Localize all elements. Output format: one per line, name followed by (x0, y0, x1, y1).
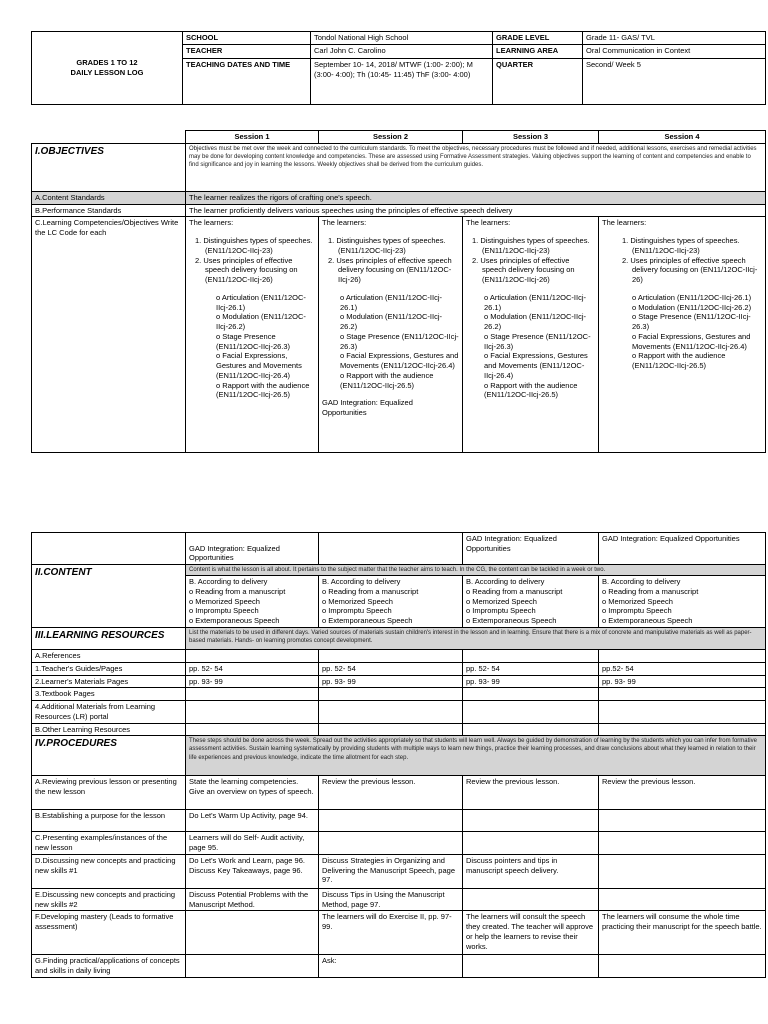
quarter-value: Second/ Week 5 (583, 58, 766, 104)
lc-sub-rapport: o Rapport with the audience (EN11/12OC-IIcj-26.5) (484, 380, 578, 400)
proc-c-label: C.Presenting examples/instances of the new lesson (32, 832, 186, 855)
procedures-note: These steps should be done across the week. Spread out the activities appropriately so that students will learn well. Always be guided by demonstration of learning by the students which you can infer from formative assessment activities. Sustain learning systematically by providing students with multiple ways to learn new things, practice their learning processes, and draw conclusions about what they learned in relation to their life experiences and previous knowledge, indicate the time allotment for each step. (186, 736, 766, 776)
lc-item-1: 1. Distinguishes types of speeches. (EN11/12OC-IIcj-23) (328, 236, 446, 255)
content-line-3: o Memorized Speech (466, 596, 537, 606)
lc-sub-modulation: o Modulation (EN11/12OC-IIcj-26.2) (216, 312, 306, 331)
header-table (31, 31, 766, 105)
resources-note: List the materials to be used in different days. Varied sources of materials sustain children's interest in the lesson and in learning. Ensure that there is a mix of concrete and manipulative materials as well as paper- based materials. Hands- on learning promotes concept development. (186, 628, 766, 650)
procedures-table (31, 532, 766, 978)
session-2-header: Session 2 (319, 131, 463, 144)
proc-d-s1-line1: Do Let's Work and Learn, page 96. (189, 855, 305, 865)
proc-d-s3: Discuss pointers and tips in manuscript speech delivery. (463, 854, 599, 888)
lc-sub-articulation: o Articulation (EN11/12OC-IIcj-26.1) (216, 292, 306, 312)
proc-g-label: G.Finding practical/applications of concepts and skills in daily living (32, 955, 186, 978)
content-line-2: o Reading from a manuscript (189, 586, 286, 596)
lc-sub-articulation: o Articulation (EN11/12OC-IIcj-26.1) (340, 292, 442, 312)
learners-materials-label: 2.Learner's Materials Pages (32, 675, 186, 688)
lc-item-2: 2. Uses principles of effective speech delivery focusing on (EN11/12OC-IIcj-26) (195, 255, 298, 284)
lc-sub-modulation: o Modulation (EN11/12OC-IIcj-26.2) (632, 302, 752, 312)
proc-a-s2: Review the previous lesson. (319, 776, 463, 810)
lc-sub-stage-presence: o Stage Presence (EN11/12OC-IIcj-26.3) (632, 312, 751, 331)
proc-e-s1: Discuss Potential Problems with the Manuscript Method. (186, 888, 319, 911)
dll-title-line2: DAILY LESSON LOG (70, 67, 144, 77)
content-line-4: o Impromptu Speech (602, 606, 672, 616)
content-session-3 (463, 576, 599, 628)
grade-label: GRADE LEVEL (493, 32, 583, 45)
objectives-note: Objectives must be met over the week and connected to the curriculum standards. To meet the objectives, necessary procedures must be followed and if needed, additional lessons, exercises and remedial activities may be done for developing content knowledge and competencies. These are assessed using Formative Assessment strategies. Valuing objectives support the learning of content and competencies and enable to find significance and joy in learning the lessons. Weekly objectives shall be derived from the curriculum guides. (186, 143, 766, 191)
school-label: SCHOOL (183, 32, 311, 45)
textbook-label: 3.Textbook Pages (32, 688, 186, 701)
teacher-label: TEACHER (183, 44, 311, 58)
area-value: Oral Communication in Context (583, 44, 766, 58)
objectives-table (31, 130, 766, 453)
content-line-2: o Reading from a manuscript (322, 586, 419, 596)
performance-standards-value: The learner proficiently delivers various speeches using the principles of effective speech delivery (186, 204, 766, 217)
proc-f-s4: The learners will consume the whole time practicing their manuscript for the speech battle. (599, 911, 766, 955)
content-standards-label: A.Content Standards (32, 191, 186, 204)
grade-value: Grade 11- GAS/ TVL (583, 32, 766, 45)
school-value: Tondol National High School (311, 32, 493, 45)
objectives-heading: I.OBJECTIVES (32, 143, 186, 191)
content-heading: II.CONTENT (32, 565, 186, 628)
other-resources-label: B.Other Learning Resources (32, 723, 186, 736)
content-session-4 (599, 576, 766, 628)
lc-sub-facial-expressions: o Facial Expressions, Gestures and Movements (EN11/12OC-IIcj-26.4) (632, 331, 751, 351)
lc-sub-articulation: o Articulation (EN11/12OC-IIcj-26.1) (484, 292, 586, 312)
lc-item-2: 2. Uses principles of effective speech delivery focusing on (EN11/12OC-IIcj-26) (472, 255, 575, 284)
content-note: Content is what the lesson is all about. It pertains to the subject matter that the teacher aims to teach. In the CG, the content can be tackled in a week or two. (186, 565, 766, 576)
lc-sub-facial-expressions: o Facial Expressions, Gestures and Movements (EN11/12OC-IIcj-26.4) (216, 351, 302, 380)
teachers-guide-s1: pp. 52- 54 (186, 662, 319, 675)
teachers-guide-s2: pp. 52- 54 (319, 662, 463, 675)
dates-value: September 10- 14, 2018/ MTWF (1:00- 2:00); M (3:00- 4:00); Th (10:45- 11:45) ThF (3:00- 4:00) (311, 58, 493, 104)
proc-a-label: A.Reviewing previous lesson or presenting the new lesson (32, 776, 186, 810)
performance-standards-label: B.Performance Standards (32, 204, 186, 217)
content-line-1: B. According to delivery (602, 577, 681, 587)
teachers-guide-label: 1.Teacher's Guides/Pages (32, 662, 186, 675)
proc-a-s3: Review the previous lesson. (463, 776, 599, 810)
proc-c-s1: Learners will do Self- Audit activity, page 95. (186, 832, 319, 855)
lc-sub-modulation: o Modulation (EN11/12OC-IIcj-26.2) (340, 312, 442, 331)
lc-item-2: 2. Uses principles of effective speech delivery focusing on (EN11/12OC-IIcj-26) (328, 255, 452, 284)
session-3-header: Session 3 (463, 131, 599, 144)
learners-materials-s2: pp. 93- 99 (319, 675, 463, 688)
teachers-guide-s3: pp. 52- 54 (463, 662, 599, 675)
proc-a-s4: Review the previous lesson. (599, 776, 766, 810)
area-label: LEARNING AREA (493, 44, 583, 58)
lc-sub-rapport: o Rapport with the audience (EN11/12OC-IIcj-26.5) (632, 351, 726, 370)
content-standards-value: The learner realizes the rigors of crafting one's speech. (186, 191, 766, 204)
lc-sub-stage-presence: o Stage Presence (EN11/12OC-IIcj-26.3) (216, 331, 291, 351)
content-line-2: o Reading from a manuscript (466, 586, 563, 596)
proc-a-s1: State the learning competencies. Give an overview on types of speech. (186, 776, 319, 810)
content-line-3: o Memorized Speech (189, 596, 260, 606)
content-line-3: o Memorized Speech (602, 596, 673, 606)
references-label: A.References (32, 650, 186, 663)
content-line-4: o Impromptu Speech (189, 606, 259, 616)
lc-sub-articulation: o Articulation (EN11/12OC-IIcj-26.1) (632, 292, 752, 302)
lc-item-2: 2. Uses principles of effective speech delivery focusing on (EN11/12OC-IIcj-26) (622, 255, 758, 284)
dll-title (32, 32, 183, 105)
lc-sub-rapport: o Rapport with the audience (EN11/12OC-IIcj-26.5) (340, 370, 434, 390)
competencies-session-1 (186, 217, 319, 453)
competencies-label: C.Learning Competencies/Objectives Write the LC Code for each (32, 217, 186, 453)
lc-intro: The learners: (466, 218, 511, 228)
proc-g-s2: Ask: (319, 955, 463, 978)
lc-sub-facial-expressions: o Facial Expressions, Gestures and Movements (EN11/12OC-IIcj-26.4) (484, 351, 588, 380)
learners-materials-s1: pp. 93- 99 (186, 675, 319, 688)
content-session-2 (319, 576, 463, 628)
lc-intro: The learners: (189, 218, 234, 228)
lc-sub-facial-expressions: o Facial Expressions, Gestures and Movements (EN11/12OC-IIcj-26.4) (340, 351, 459, 370)
content-line-1: B. According to delivery (322, 577, 401, 587)
lc-sub-stage-presence: o Stage Presence (EN11/12OC-IIcj-26.3) (484, 331, 591, 351)
content-line-4: o Impromptu Speech (466, 606, 536, 616)
content-line-5: o Extemporaneous Speech (322, 616, 413, 626)
lc-intro: The learners: (322, 218, 367, 228)
lc-item-1: 1. Distinguishes types of speeches. (EN11/12OC-IIcj-23) (622, 236, 740, 255)
proc-e-s2: Discuss Tips in Using the Manuscript Method, page 97. (319, 888, 463, 911)
dates-label: TEACHING DATES AND TIME (183, 58, 311, 104)
gad-session-4: GAD Integration: Equalized Opportunities (599, 533, 766, 565)
session-1-header: Session 1 (186, 131, 319, 144)
proc-d-label: D.Discussing new concepts and practicing new skills #1 (32, 854, 186, 888)
proc-e-label: E.Discussing new concepts and practicing new skills #2 (32, 888, 186, 911)
dll-title-line1: GRADES 1 TO 12 (76, 58, 138, 68)
learners-materials-s4: pp. 93- 99 (599, 675, 766, 688)
proc-f-s3: The learners will consult the speech they created. The teacher will approve or help the learners to revise their works. (463, 911, 599, 955)
gad-session-1: GAD Integration: Equalized Opportunities (186, 533, 319, 565)
content-line-3: o Memorized Speech (322, 596, 393, 606)
lr-portal-label: 4.Additional Materials from Learning Resources (LR) portal (32, 701, 186, 724)
teachers-guide-s4: pp.52- 54 (599, 662, 766, 675)
procedures-heading: IV.PROCEDURES (32, 736, 186, 776)
proc-b-label: B.Establishing a purpose for the lesson (32, 810, 186, 832)
learners-materials-s3: pp. 93- 99 (463, 675, 599, 688)
content-session-1 (186, 576, 319, 628)
proc-d-s2: Discuss Strategies in Organizing and Delivering the Manuscript Speech, page 97. (319, 854, 463, 888)
resources-heading: III.LEARNING RESOURCES (32, 628, 186, 650)
lc-sub-modulation: o Modulation (EN11/12OC-IIcj-26.2) (484, 312, 586, 331)
competencies-session-4 (599, 217, 766, 453)
proc-f-s2: The learners will do Exercise II, pp. 97- 99. (319, 911, 463, 955)
competencies-session-2 (319, 217, 463, 453)
gad-integration: GAD Integration: Equalized Opportunities (322, 398, 413, 417)
content-line-2: o Reading from a manuscript (602, 586, 699, 596)
content-line-1: B. According to delivery (189, 577, 268, 587)
content-line-5: o Extemporaneous Speech (602, 616, 693, 626)
competencies-session-3 (463, 217, 599, 453)
session-4-header: Session 4 (599, 131, 766, 144)
content-line-4: o Impromptu Speech (322, 606, 392, 616)
content-line-5: o Extemporaneous Speech (189, 616, 280, 626)
lc-item-1: 1. Distinguishes types of speeches. (EN11/12OC-IIcj-23) (195, 236, 313, 255)
proc-f-label: F.Developing mastery (Leads to formative assessment) (32, 911, 186, 955)
lc-sub-stage-presence: o Stage Presence (EN11/12OC-IIcj-26.3) (340, 331, 459, 351)
quarter-label: QUARTER (493, 58, 583, 104)
proc-d-s1-line2: Discuss Key Takeaways, page 96. (189, 865, 303, 875)
proc-d-s1 (186, 854, 319, 888)
lc-intro: The learners: (602, 218, 647, 228)
proc-b-s1: Do Let's Warm Up Activity, page 94. (186, 810, 319, 832)
lc-item-1: 1. Distinguishes types of speeches. (EN11/12OC-IIcj-23) (472, 236, 590, 255)
gad-session-3: GAD Integration: Equalized Opportunities (463, 533, 599, 565)
lc-sub-rapport: o Rapport with the audience (EN11/12OC-IIcj-26.5) (216, 380, 310, 400)
teacher-value: Carl John C. Carolino (311, 44, 493, 58)
content-line-1: B. According to delivery (466, 577, 545, 587)
content-line-5: o Extemporaneous Speech (466, 616, 557, 626)
